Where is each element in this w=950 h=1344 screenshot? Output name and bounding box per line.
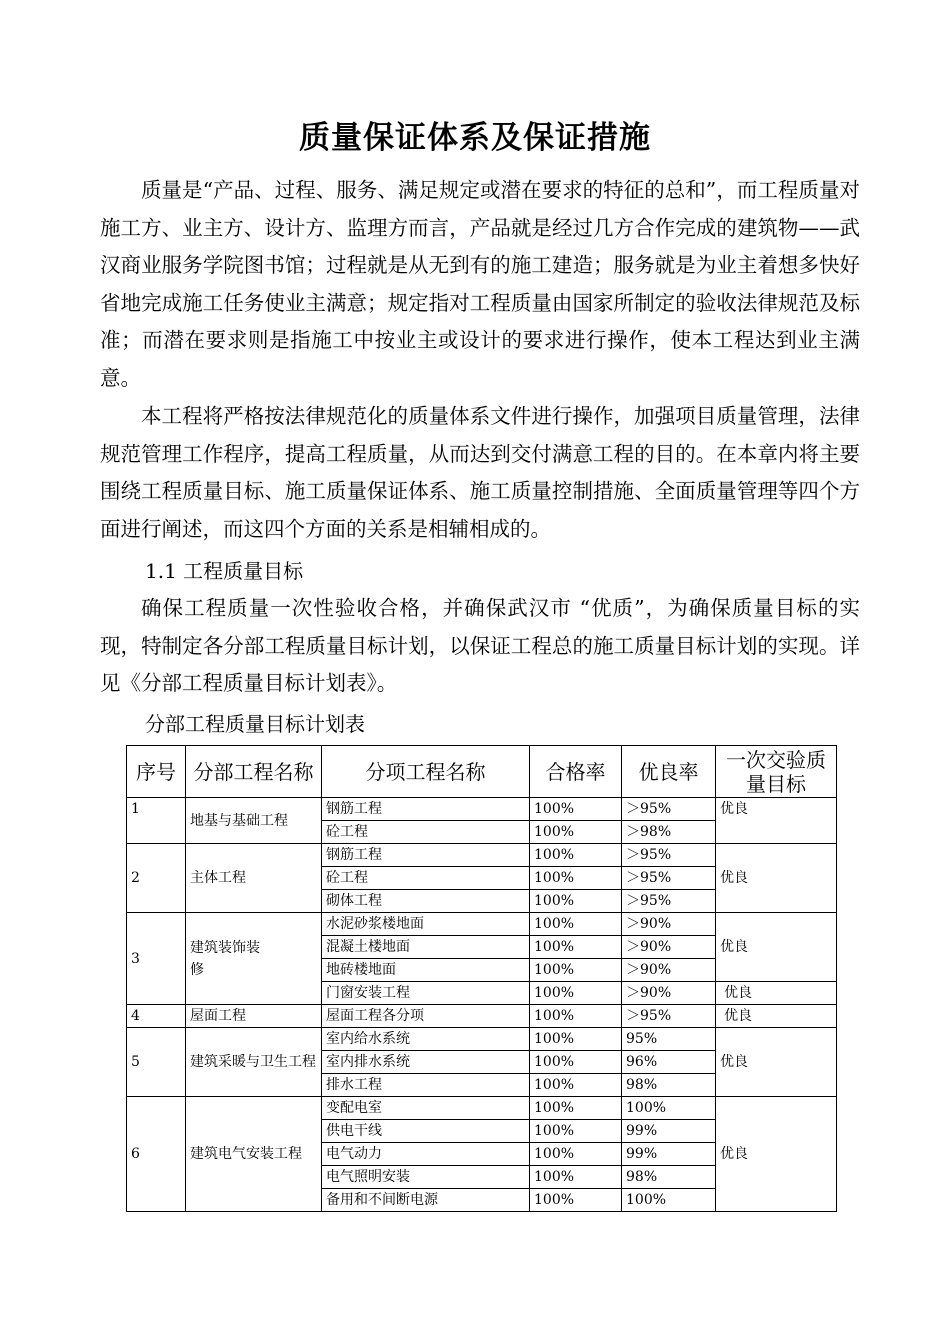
table-caption: 分部工程质量目标计划表	[145, 712, 365, 736]
division-name: 建筑采暖与卫生工程	[186, 1028, 322, 1097]
header-no: 序号	[127, 746, 186, 798]
row-no: 4	[127, 1005, 186, 1028]
excellent-rate: 95%	[622, 1028, 716, 1051]
excellent-rate: 98%	[622, 1074, 716, 1097]
pass-rate: 100%	[530, 1120, 622, 1143]
target: 优良	[716, 798, 837, 844]
header-division: 分部工程名称	[186, 746, 322, 798]
item-name: 屋面工程各分项	[322, 1005, 530, 1028]
division-name: 屋面工程	[186, 1005, 322, 1028]
excellent-rate: ＞95%	[622, 798, 716, 821]
item-name: 钢筋工程	[322, 844, 530, 867]
item-name: 电气照明安装	[322, 1166, 530, 1189]
header-excellent-rate: 优良率	[622, 746, 716, 798]
item-name: 砌体工程	[322, 890, 530, 913]
row-no: 5	[127, 1028, 186, 1097]
excellent-rate: ＞95%	[622, 844, 716, 867]
item-name: 砼工程	[322, 867, 530, 890]
division-name: 主体工程	[186, 844, 322, 913]
row-no: 6	[127, 1097, 186, 1212]
table-row	[127, 1005, 837, 1028]
table-row	[127, 1028, 837, 1051]
item-name: 室内给水系统	[322, 1028, 530, 1051]
pass-rate: 100%	[530, 821, 622, 844]
item-name: 钢筋工程	[322, 798, 530, 821]
item-name: 供电干线	[322, 1120, 530, 1143]
pass-rate: 100%	[530, 936, 622, 959]
quality-target-table	[126, 745, 837, 1212]
excellent-rate: ＞90%	[622, 959, 716, 982]
excellent-rate: ＞90%	[622, 936, 716, 959]
target: 优良	[716, 1097, 837, 1212]
row-no: 1	[127, 798, 186, 844]
excellent-rate: ＞95%	[622, 890, 716, 913]
paragraph-quality-definition: 质量是“产品、过程、服务、满足规定或潜在要求的特征的总和”，而工程质量对施工方、业主方、设计方、监理方而言，产品就是经过几方合作完成的建筑物——武汉商业服务学院图书馆；过程就是从无到有的施工建造；服务就是为业主着想多快好省地完成施工任务使业主满意；规定指对工程质量由国家所制定的验收法律规范及标准；而潜在要求则是指施工中按业主或设计的要求进行操作，使本工程达到业主满意。	[100, 178, 860, 390]
division-name: 地基与基础工程	[186, 798, 322, 844]
pass-rate: 100%	[530, 1166, 622, 1189]
item-name: 地砖楼地面	[322, 959, 530, 982]
pass-rate: 100%	[530, 1189, 622, 1212]
table-row	[127, 913, 837, 936]
pass-rate: 100%	[530, 867, 622, 890]
target: 优良	[716, 1005, 837, 1028]
table-row	[127, 844, 837, 867]
pass-rate: 100%	[530, 1097, 622, 1120]
page-title: 质量保证体系及保证措施	[299, 120, 651, 156]
item-name: 排水工程	[322, 1074, 530, 1097]
excellent-rate: ＞95%	[622, 867, 716, 890]
pass-rate: 100%	[530, 844, 622, 867]
excellent-rate: 98%	[622, 1166, 716, 1189]
target: 优良	[716, 982, 837, 1005]
pass-rate: 100%	[530, 1074, 622, 1097]
excellent-rate: ＞98%	[622, 821, 716, 844]
pass-rate: 100%	[530, 982, 622, 1005]
item-name: 室内排水系统	[322, 1051, 530, 1074]
row-no: 2	[127, 844, 186, 913]
item-name: 混凝土楼地面	[322, 936, 530, 959]
excellent-rate: 96%	[622, 1051, 716, 1074]
pass-rate: 100%	[530, 1143, 622, 1166]
target: 优良	[716, 1028, 837, 1097]
header-item: 分项工程名称	[322, 746, 530, 798]
header-pass-rate: 合格率	[530, 746, 622, 798]
pass-rate: 100%	[530, 913, 622, 936]
target: 优良	[716, 844, 837, 913]
item-name: 电气动力	[322, 1143, 530, 1166]
paragraph-project-intro: 本工程将严格按法律规范化的质量体系文件进行操作，加强项目质量管理，法律规范管理工作程序，提高工程质量，从而达到交付满意工程的目的。在本章内将主要围绕工程质量目标、施工质量保证体系、施工质量控制措施、全面质量管理等四个方面进行阐述，而这四个方面的关系是相辅相成的。	[100, 404, 860, 541]
target: 优良	[716, 913, 837, 982]
pass-rate: 100%	[530, 1028, 622, 1051]
excellent-rate: 100%	[622, 1097, 716, 1120]
pass-rate: 100%	[530, 959, 622, 982]
section-heading: 1.1 工程质量目标	[145, 559, 304, 583]
paragraph-quality-target: 确保工程质量一次性验收合格，并确保武汉市 “优质”，为确保质量目标的实现，特制定各分部工程质量目标计划，以保证工程总的施工质量目标计划的实现。详见《分部工程质量目标计划表》。	[100, 596, 860, 696]
pass-rate: 100%	[530, 798, 622, 821]
table-row	[127, 1097, 837, 1120]
excellent-rate: ＞90%	[622, 913, 716, 936]
item-name: 水泥砂浆楼地面	[322, 913, 530, 936]
excellent-rate: 100%	[622, 1189, 716, 1212]
table-row	[127, 798, 837, 821]
division-name: 建筑电气安装工程	[186, 1097, 322, 1212]
excellent-rate: ＞95%	[622, 1005, 716, 1028]
header-target: 一次交验质量目标	[716, 746, 837, 798]
pass-rate: 100%	[530, 890, 622, 913]
item-name: 备用和不间断电源	[322, 1189, 530, 1212]
excellent-rate: ＞90%	[622, 982, 716, 1005]
excellent-rate: 99%	[622, 1120, 716, 1143]
item-name: 砼工程	[322, 821, 530, 844]
item-name: 变配电室	[322, 1097, 530, 1120]
row-no: 3	[127, 913, 186, 1005]
table-header-row	[127, 746, 837, 798]
pass-rate: 100%	[530, 1051, 622, 1074]
pass-rate: 100%	[530, 1005, 622, 1028]
division-name: 建筑装饰装修	[186, 913, 322, 1005]
excellent-rate: 99%	[622, 1143, 716, 1166]
item-name: 门窗安装工程	[322, 982, 530, 1005]
